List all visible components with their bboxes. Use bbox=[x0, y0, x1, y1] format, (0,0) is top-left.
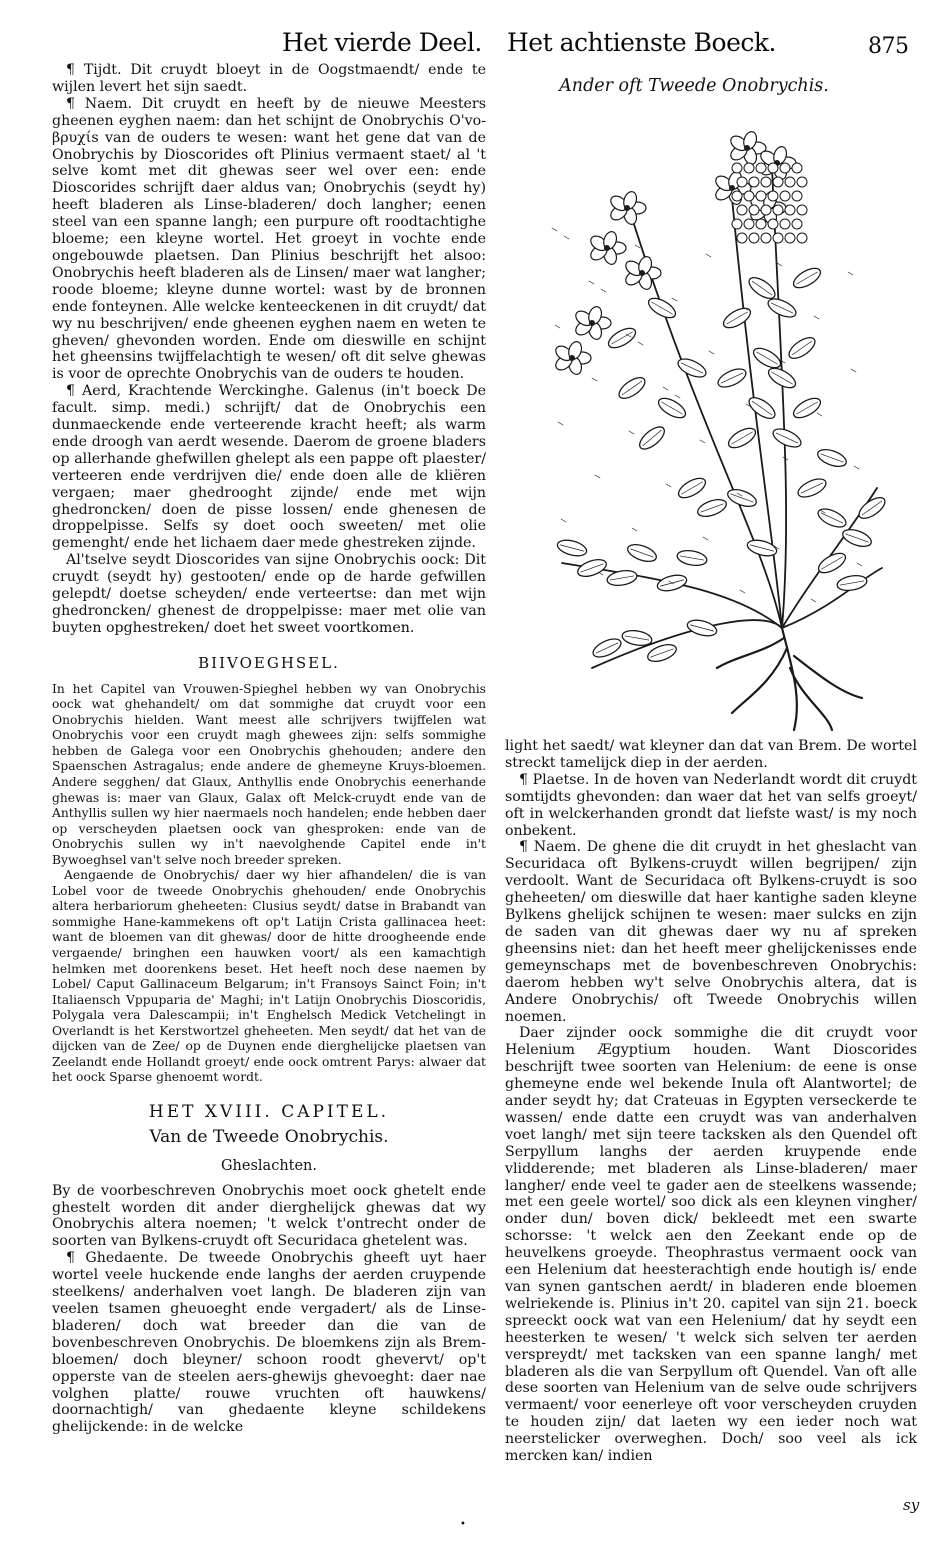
hatch-stroke bbox=[598, 572, 603, 575]
seed-pod bbox=[744, 219, 754, 229]
seed-pod bbox=[749, 205, 759, 215]
seed-pod bbox=[773, 233, 783, 243]
bijvoeghsel-paragraph: Aengaende de Onobrychis/ daer wy hier afhandelen/ die is van Lobel voor de tweede Onobrychis ghehouden/ ende Onobrychis altera herbariorum gheheeten: Clusius seydt/ datse in Brabandt van sommighe Hane-kammekens oft op't Latijn Crista gallinacea heet: want de bloemen van dit ghewas/ door de hitte droogheende ende vergaende/ bringhen een hauwken voort/ als een kamachtigh helmken met doorenkens beset. Het heeft noch dese naemen by Lobel/ Caput Gallinaceum Belgarum; in't Fransoys Sainct Foin; in't Italiaensch Vppuparia de' Maghi; in't Latijn Onobrychis Dioscoridis, Polygala vera Dalescampii; in't Enghelsch Medick Vetchelingt in Overlandt is het Kerstwortzel gheheeten. Men seydt/ dat het van de dijcken van de Zee/ op de Duynen ende dierghelijcke plaetsen van Zeelandt ende Hollandt groeyt/ ende oock omtrent Parys: alwaer dat het oock Sparse ghenoemt wordt. bbox=[52, 868, 486, 1085]
hatch-stroke bbox=[601, 289, 606, 292]
hatch-stroke bbox=[589, 281, 594, 284]
seed-pod bbox=[761, 205, 771, 215]
hatch-stroke bbox=[638, 342, 643, 345]
hatch-stroke bbox=[666, 484, 671, 487]
seed-pod bbox=[761, 177, 771, 187]
paragraph-dioscorides: Al'tselve seydt Dioscorides van sijne Onobrychis oock: Dit cruydt (seydt hy) gestooten/ ende op de harde gefwillen gelepdt/ doetse scheyden/ ende verteertse: dan met wijn ghedroncken/ ghenest de droppelpisse: maer met olie van buyten opghestreken/ doet het sweet voortkomen. bbox=[52, 552, 486, 636]
flower-center bbox=[604, 245, 610, 251]
seed-pod bbox=[756, 219, 766, 229]
page-number: 875 bbox=[868, 34, 909, 59]
seed-pod bbox=[737, 205, 747, 215]
seed-pod bbox=[768, 219, 778, 229]
flower-center bbox=[744, 145, 750, 151]
seed-pod bbox=[797, 233, 807, 243]
hatch-stroke bbox=[700, 440, 705, 443]
seed-pod bbox=[732, 163, 742, 173]
paragraph-naem: ¶ Naem. Dit cruydt en heeft by de nieuwe Meesters gheenen eyghen naem: dan het schijnt de Onobrychis O'vo-βρυχίs van de ouders te wesen: want het gene dat van de Onobrychis by Dioscorides oft Plinius vermaent staet/ al 't selve komt met dit ghewas seer wel over een: ende Dioscorides schrijft daer aldus van; Onobrychis (seydt hy) heeft bladeren als Linse-bladeren/ doch langher; eenen steel van een spanne langh; een purpure oft roodtachtighe bloeme; een kleyne wortel. Het groeyt in vochte ende ongebouwde plaetsen. Dan Plinius beschrijft het alsoo: Onobrychis heeft bladeren als de Linsen/ maer wat langher; roode bloeme; kleyne dunne wortel: wast by de bronnen ende fonteynen. Alle welcke kenteeckenen in dit cruydt/ dat wy nu beschrijven/ ende gheenen eyghen naem en weten te gheven/ ghevonden worden. Ende om dieswille en schijnt het gheensins twijffelachtigh te wesen/ oft dit selve ghewas is voor de oprechte Onobrychis van de ouders te houden. bbox=[52, 95, 486, 383]
illustration-title: Ander oft Tweede Onobrychis. bbox=[559, 76, 829, 96]
bijvoeghsel-block bbox=[52, 682, 486, 1086]
hatch-stroke bbox=[672, 298, 677, 301]
seed-pod bbox=[773, 177, 783, 187]
left-text-column bbox=[52, 62, 486, 1436]
seed-pod bbox=[744, 191, 754, 201]
hatch-stroke bbox=[675, 395, 680, 398]
paragraph-naem-right: ¶ Naem. De ghene die dit cruydt in het gheslacht van Securidaca oft Bylkens-cruydt willen begrijpen/ zijn verdoolt. Want de Securidaca oft Bylkens-cruydt is soo gheheeten/ om dieswille dat haer kantighe saden kleyne Bylkens ghelijck schijnen te wesen: maer sulcks en zijn de saden van dit ghewas daer wy nu af spreken gheensins niet: dan het heeft meer ghelijckenisses ende gemeynschaps met de bovenbeschreven Onobrychis: daerom hebben wy't selve Onobrychis altera, dat is Andere Onobrychis/ oft Tweede Onobrychis willen noemen. bbox=[505, 839, 917, 1025]
seed-pod bbox=[737, 233, 747, 243]
hatch-stroke bbox=[552, 228, 557, 231]
root-stroke bbox=[717, 638, 784, 668]
seed-pod bbox=[797, 205, 807, 215]
hatch-stroke bbox=[851, 369, 856, 372]
flower-center bbox=[624, 205, 630, 211]
section-heading-bijvoeghsel: BIIVOEGHSEL. bbox=[198, 653, 340, 672]
seed-pod bbox=[768, 163, 778, 173]
hatch-stroke bbox=[595, 475, 600, 478]
hatch-stroke bbox=[561, 519, 566, 522]
running-header-left: Het vierde Deel. bbox=[282, 28, 482, 57]
seed-pod bbox=[744, 163, 754, 173]
seed-pod bbox=[792, 191, 802, 201]
hatch-stroke bbox=[777, 263, 782, 266]
catch-word: sy bbox=[903, 1496, 920, 1514]
paragraph-helenium: Daer zijnder oock sommighe die dit cruydt voor Helenium Ægyptium houden. Want Dioscorides beschrijft twee soorten van Helenium: de eene is onse ghemeyne ende wel bekende Inula oft Alantwortel; de ander seydt hy; dat Crateuas in Egypten verseckerde te wassen/ ende datte een cruydt was van anderhalven voet langh/ met sijn teere tacksken als den Quendel oft Serpyllum langhs der aerden kruypende ende vlidderende; met bladeren als Linse-bladeren/ maer langher/ ende veel te gader aen de steelkens wassende; met een geele wortel/ soo dick als een kleynen vingher/ onder dun/ boven dick/ bekleedt met een swarte schorsse: 't welck aen den Zeekant ende op de heuvelkens groeyde. Theophrastus vermaent oock van een Helenium dat heesterachtigh ende houtigh is/ ende van synen gantschen aerdt/ in bladeren ende bloemen welriekende is. Plinius in't 20. capitel van sijn 21. boeck spreeckt oock wat van een Helenium/ dat hy seydt een heesterken te wesen/ 't welck sich selven ter aerden verspreydt/ met tacksken van een spanne langh/ met bladeren als die van Serpyllum oft Quendel. Van oft alle dese soorten van Helenium van de selve oude schrijvers vermaent/ voor eenerleye oft voor verscheyden cruyden te houden zijn/ dat laeten wy een ieder noch wat neerstelicker overweghen. Doch/ soo veel als ick mercken kan/ indien bbox=[505, 1025, 917, 1465]
seed-pod bbox=[785, 205, 795, 215]
printer-mark: • bbox=[460, 1519, 466, 1530]
chapter-heading: HET XVIII. CAPITEL. bbox=[148, 1101, 390, 1122]
hatch-stroke bbox=[555, 325, 560, 328]
paragraph-continuation: light het saedt/ wat kleyner dan dat van Brem. De wortel streckt tamelijck diep in der aerden. bbox=[505, 738, 917, 771]
hatch-stroke bbox=[663, 387, 668, 390]
flower-center bbox=[729, 185, 735, 191]
seed-pod bbox=[732, 191, 742, 201]
seed-pod bbox=[780, 163, 790, 173]
seed-pod bbox=[749, 177, 759, 187]
hatch-stroke bbox=[857, 563, 862, 566]
hatch-stroke bbox=[848, 272, 853, 275]
seed-pod bbox=[785, 177, 795, 187]
chapter-title: Van de Tweede Onobrychis. bbox=[149, 1126, 389, 1147]
flower-center bbox=[589, 320, 595, 326]
paragraph-plaetse: ¶ Plaetse. In de hoven van Nederlandt wordt dit cruydt somtijdts ghevonden: dan waer dat het van selfs groeyt/ oft in welckerhanden grondt dat liefste wast/ is my noch onbekent. bbox=[505, 771, 917, 839]
hatch-stroke bbox=[629, 431, 634, 434]
seed-pod bbox=[785, 233, 795, 243]
hatch-stroke bbox=[635, 245, 640, 248]
hatch-stroke bbox=[703, 537, 708, 540]
hatch-stroke bbox=[817, 413, 822, 416]
seed-pod bbox=[768, 191, 778, 201]
seed-pod bbox=[761, 233, 771, 243]
bijvoeghsel-paragraph: In het Capitel van Vrouwen-Spieghel hebben wy van Onobrychis oock wat ghehandelt/ om dat sommighe dat cruydt voor een Onobrychis hielden. Want meest alle schrijvers twijffelen wat Onobrychis voor een cruydt magh ghewees zijn: selfs sommighe hebben de Galega voor een Onobrychis ghehouden; andere den Spaenschen Astragalus; ende andere de ghemeyne Kruys-bloemen. Andere segghen/ dat Glaux, Anthyllis ende Onobrychis eenerhande ghewas is: maer van Glaux, Galax oft Melck-cruydt ende van de Anthyllis sullen wy hier naermaels noch handelen; ende hebben daer op verscheyden plaetsen oock van ghesproken: ende van de Onobrychis sullen wy in't naevolghende Capitel ende in't Bywoeghsel van't selve noch breeder spreken. bbox=[52, 681, 486, 867]
seed-pod bbox=[792, 219, 802, 229]
chapter-paragraph-opening: By de voorbeschreven Onobrychis moet oock ghetelt ende ghestelt worden dit ander dierghelijck ghewas dat wy Onobrychis altera noemen; 't welck t'ontrecht onder de soorten van Bylkens-cruydt oft Securidaca ghetelent was. bbox=[52, 1182, 486, 1250]
hatch-stroke bbox=[854, 466, 859, 469]
chapter-subheading: Gheslachten. bbox=[220, 1157, 318, 1174]
seed-pod bbox=[780, 219, 790, 229]
hatch-stroke bbox=[558, 422, 563, 425]
hatch-stroke bbox=[592, 378, 597, 381]
seed-pod bbox=[780, 191, 790, 201]
hatch-stroke bbox=[811, 599, 816, 602]
seed-pod bbox=[797, 177, 807, 187]
right-text-column bbox=[505, 738, 917, 1465]
flower-center bbox=[569, 355, 575, 361]
stem-stroke bbox=[782, 568, 882, 628]
paragraph-tijdt: ¶ Tijdt. Dit cruydt bloeyt in de Oogstmaendt/ ende te wijlen levert het sijn saedt. bbox=[52, 62, 486, 95]
seed-pod bbox=[756, 163, 766, 173]
seed-pod bbox=[792, 163, 802, 173]
chapter-paragraph-ghedaente: ¶ Ghedaente. De tweede Onobrychis gheeft uyt haer wortel veele huckende ende langhs der aerden cruypende steelkens/ anderhalven voet langh. De bladeren zijn van veelen tsamen gheuoeght ende vergadert/ als de Linse-bladeren/ doch wat breeder dan die van de bovenbeschreven Onobrychis. De bloemkens zijn als Brem-bloemen/ doch bleyner/ schoon roodt ghevervt/ op't opperste van de steelen aers-ghewijs ghevoeght: daer nae volghen platte/ rouwe vruchten oft hauwkens/ doornachtigh/ van ghedaente kleyne schildekens ghelijckende: in de welcke bbox=[52, 1250, 486, 1436]
hatch-stroke bbox=[740, 590, 745, 593]
hatch-stroke bbox=[632, 528, 637, 531]
seed-pod bbox=[737, 177, 747, 187]
flower-center bbox=[639, 270, 645, 276]
seed-pod bbox=[732, 219, 742, 229]
seed-pod bbox=[749, 233, 759, 243]
seed-pod bbox=[773, 205, 783, 215]
hatch-stroke bbox=[564, 236, 569, 239]
seed-pod bbox=[756, 191, 766, 201]
paragraph-aerd: ¶ Aerd, Krachtende Werckinghe. Galenus (in't boeck De facult. simp. medi.) schrijft/ dat de Onobrychis een dunmaeckende ende verteerende kracht heeft; als warm ende droogh van aerdt wesende. Daerom de groene bladers op allerhande ghefwillen ghelept als een pappe oft plaester/ verteeren ende verdrijven die/ ende doen alle de kliëren vergaen; maer ghedrooght zijnde/ ende met wijn ghedroncken/ doen de pisse lossen/ ende ghenesen de droppelpisse. Selfs sy doet ooch sweeten/ met olie gemenght/ ende het lichaem daer mede ghestreken zijnde. bbox=[52, 383, 486, 552]
running-header-right: Het achtienste Boeck. bbox=[507, 28, 776, 57]
hatch-stroke bbox=[706, 254, 711, 257]
hatch-stroke bbox=[709, 351, 714, 354]
woodcut-onobrychis-plant-illustration bbox=[532, 108, 892, 733]
hatch-stroke bbox=[814, 316, 819, 319]
